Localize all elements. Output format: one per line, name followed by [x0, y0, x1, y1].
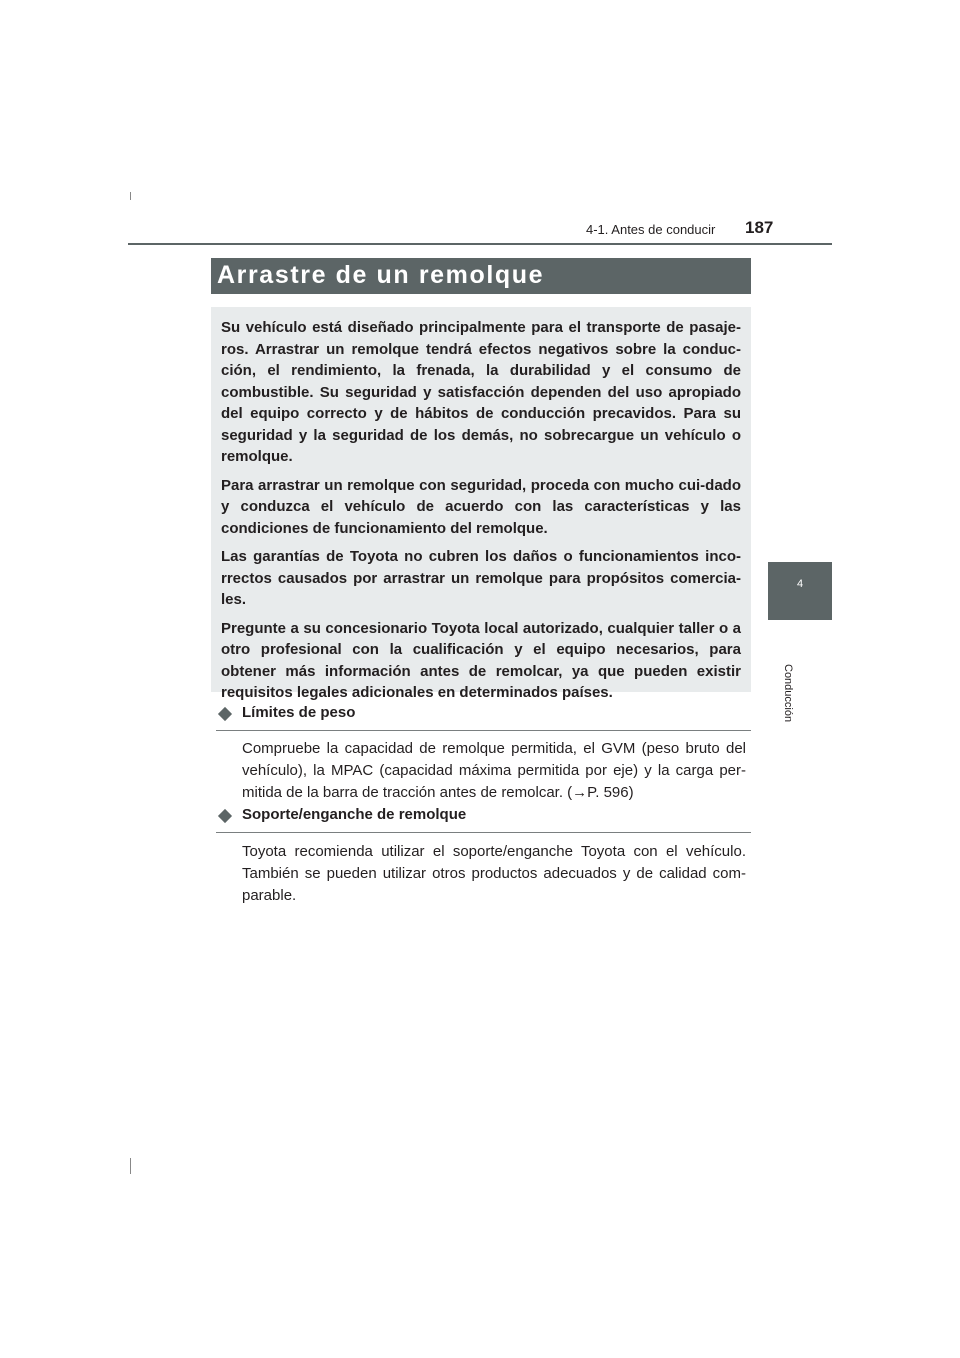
page-number: 187: [745, 218, 774, 237]
section-heading-text: Límites de peso: [242, 704, 356, 721]
chapter-label: Conducción: [782, 664, 794, 723]
section-heading: [216, 706, 751, 731]
intro-paragraph: Su vehículo está diseñado principalmente para el transporte de pasaje-ros. Arrastrar un remolque tendrá efectos negativos sobre la conduc-ción, el rendimiento, la frenada, la durabilidad y el consumo de combustible. Su seguridad y satisfacción dependen del uso apropiado del equipo correcto y de hábitos de conducción precavidos. Para su seguridad y la seguridad de los demás, no sobrecargue un vehículo o remolque.: [221, 319, 741, 465]
diamond-bullet-icon: [218, 809, 232, 823]
section-body: Compruebe la capacidad de remolque permitida, el GVM (peso bruto del vehículo), la MPAC (capacidad máxima permitida por eje) y la carga per-mitida de la barra de tracción antes de remolcar. (→P. 596): [242, 740, 746, 801]
section-body: Toyota recomienda utilizar el soporte/enganche Toyota con el vehículo. También se pueden utilizar otros productos adecuados y de calidad com-parable.: [242, 843, 746, 904]
crop-mark: [130, 192, 131, 200]
diamond-bullet-icon: [218, 707, 232, 721]
header-section-label: 4-1. Antes de conducir: [586, 222, 716, 237]
section-heading: [216, 808, 751, 833]
chapter-number: 4: [796, 578, 804, 590]
crop-mark: [130, 1158, 131, 1174]
intro-paragraph: Las garantías de Toyota no cubren los daños o funcionamientos inco-rrectos causados por arrastrar un remolque para propósitos comercia-les.: [221, 548, 741, 608]
page-title: Arrastre de un remolque: [217, 261, 545, 289]
section-heading-text: Soporte/enganche de remolque: [242, 806, 467, 823]
chapter-tab: [768, 562, 832, 620]
header-divider: [128, 243, 832, 245]
intro-paragraph: Para arrastrar un remolque con seguridad, proceda con mucho cui-dado y conduzca el vehículo de acuerdo con las características y las condiciones de funcionamiento del remolque.: [221, 476, 741, 537]
page-title-bar: [211, 258, 751, 294]
intro-box: [211, 307, 751, 701]
intro-paragraph: Pregunte a su concesionario Toyota local autorizado, cualquier taller o a otro profesional con la cualificación y el equipo necesarios, para obtener más información antes de remolcar, ya que pueden existir requisitos legales adicionales en determinados países.: [221, 619, 741, 701]
